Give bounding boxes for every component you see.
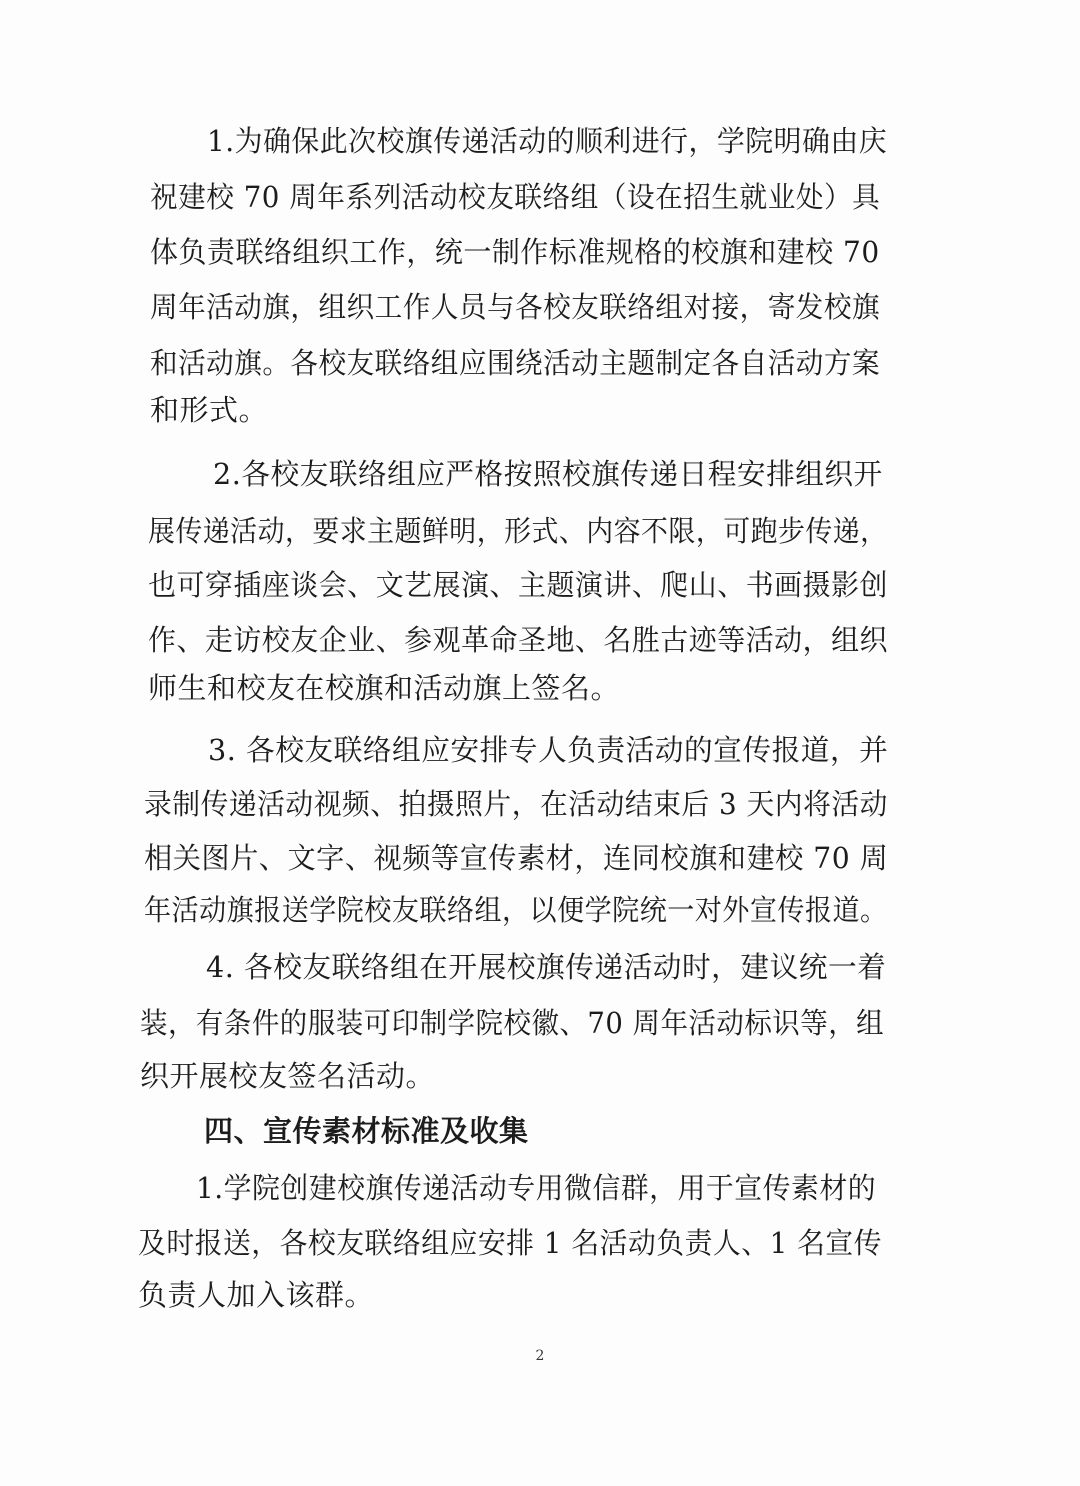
paragraph-1-line-2: 祝建校 70 周年系列活动校友联络组（设在招生就业处）具 <box>150 180 881 214</box>
paragraph-3-line-2: 录制传递活动视频、拍摄照片，在活动结束后 3 天内将活动 <box>144 787 888 821</box>
paragraph-1-line-1: 1.为确保此次校旗传递活动的顺利进行，学院明确由庆 <box>207 124 888 158</box>
paragraph-3-line-1: 3. 各校友联络组应安排专人负责活动的宣传报道，并 <box>208 733 889 767</box>
paragraph-3-line-4: 年活动旗报送学院校友联络组，以便学院统一对外宣传报道。 <box>144 893 888 927</box>
paragraph-2-line-5: 师生和校友在校旗和活动旗上签名。 <box>148 671 621 705</box>
paragraph-2-line-3: 也可穿插座谈会、文艺展演、主题演讲、爬山、书画摄影创 <box>148 568 889 602</box>
paragraph-1-line-5: 和活动旗。各校友联络组应围绕活动主题制定各自活动方案 <box>150 346 881 380</box>
paragraph-2-line-2: 展传递活动，要求主题鲜明，形式、内容不限，可跑步传递， <box>148 514 888 548</box>
paragraph-1-line-6: 和形式。 <box>150 393 269 427</box>
paragraph-5-line-1: 1.学院创建校旗传递活动专用微信群，用于宣传素材的 <box>196 1171 877 1205</box>
paragraph-2-line-4: 作、走访校友企业、参观革命圣地、名胜古迹等活动，组织 <box>148 623 889 657</box>
paragraph-3-line-3: 相关图片、文字、视频等宣传素材，连同校旗和建校 70 周 <box>144 841 889 875</box>
paragraph-4-line-1: 4. 各校友联络组在开展校旗传递活动时，建议统一着 <box>206 950 887 984</box>
paragraph-5-line-3: 负责人加入该群。 <box>138 1278 375 1312</box>
paragraph-5-line-2: 及时报送，各校友联络组应安排 1 名活动负责人、1 名宣传 <box>138 1226 883 1260</box>
page-number: 2 <box>535 1348 545 1364</box>
paragraph-4-line-3: 织开展校友签名活动。 <box>140 1059 436 1093</box>
paragraph-2-line-1: 2.各校友联络组应严格按照校旗传递日程安排组织开 <box>213 457 883 491</box>
paragraph-1-line-3: 体负责联络组织工作，统一制作标准规格的校旗和建校 70 <box>150 235 880 269</box>
paragraph-1-line-4: 周年活动旗，组织工作人员与各校友联络组对接，寄发校旗 <box>150 290 881 324</box>
section-heading-4: 四、宣传素材标准及收集 <box>204 1114 529 1148</box>
paragraph-4-line-2: 装，有条件的服装可印制学院校徽、70 周年活动标识等，组 <box>140 1006 885 1040</box>
